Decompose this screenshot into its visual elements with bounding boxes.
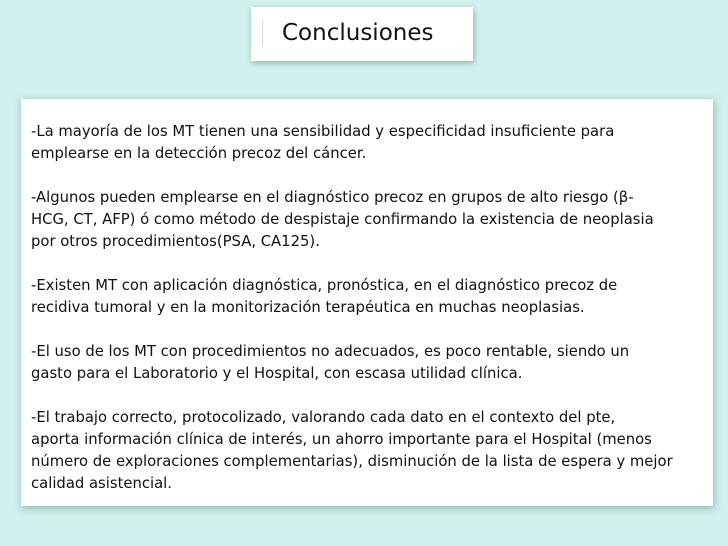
conclusion-paragraph-3: -Existen MT con aplicación diagnóstica, pronóstica, en el diagnóstico precoz de recidiva tumoral y en la monitorización terapéutica en muchas neoplasias.: [31, 277, 618, 316]
conclusion-paragraph-5: -El trabajo correcto, protocolizado, valorando cada dato en el contexto del pte, aporta información clínica de interés, un ahorro importante para el Hospital (menos número de exploraciones complementarias), disminución de la lista de espera y mejor calidad asistencial.: [31, 409, 673, 492]
title-divider: [262, 20, 263, 46]
conclusion-paragraph-1: -La mayoría de los MT tienen una sensibilidad y especificidad insuficiente para emplearse en la detección precoz del cáncer.: [31, 123, 615, 162]
conclusions-content-box: [21, 99, 713, 506]
conclusion-paragraph-4: -El uso de los MT con procedimientos no adecuados, es poco rentable, siendo un gasto para el Laboratorio y el Hospital, con escasa utilidad clínica.: [31, 343, 630, 382]
slide-title: Conclusiones: [282, 20, 434, 46]
conclusion-paragraph-2: -Algunos pueden emplearse en el diagnóstico precoz en grupos de alto riesgo (β- HCG, CT, AFP) ó como método de despistaje confirmando la existencia de neoplasia por otros procedimientos(PSA, CA125).: [31, 189, 654, 250]
title-box: [251, 7, 473, 61]
